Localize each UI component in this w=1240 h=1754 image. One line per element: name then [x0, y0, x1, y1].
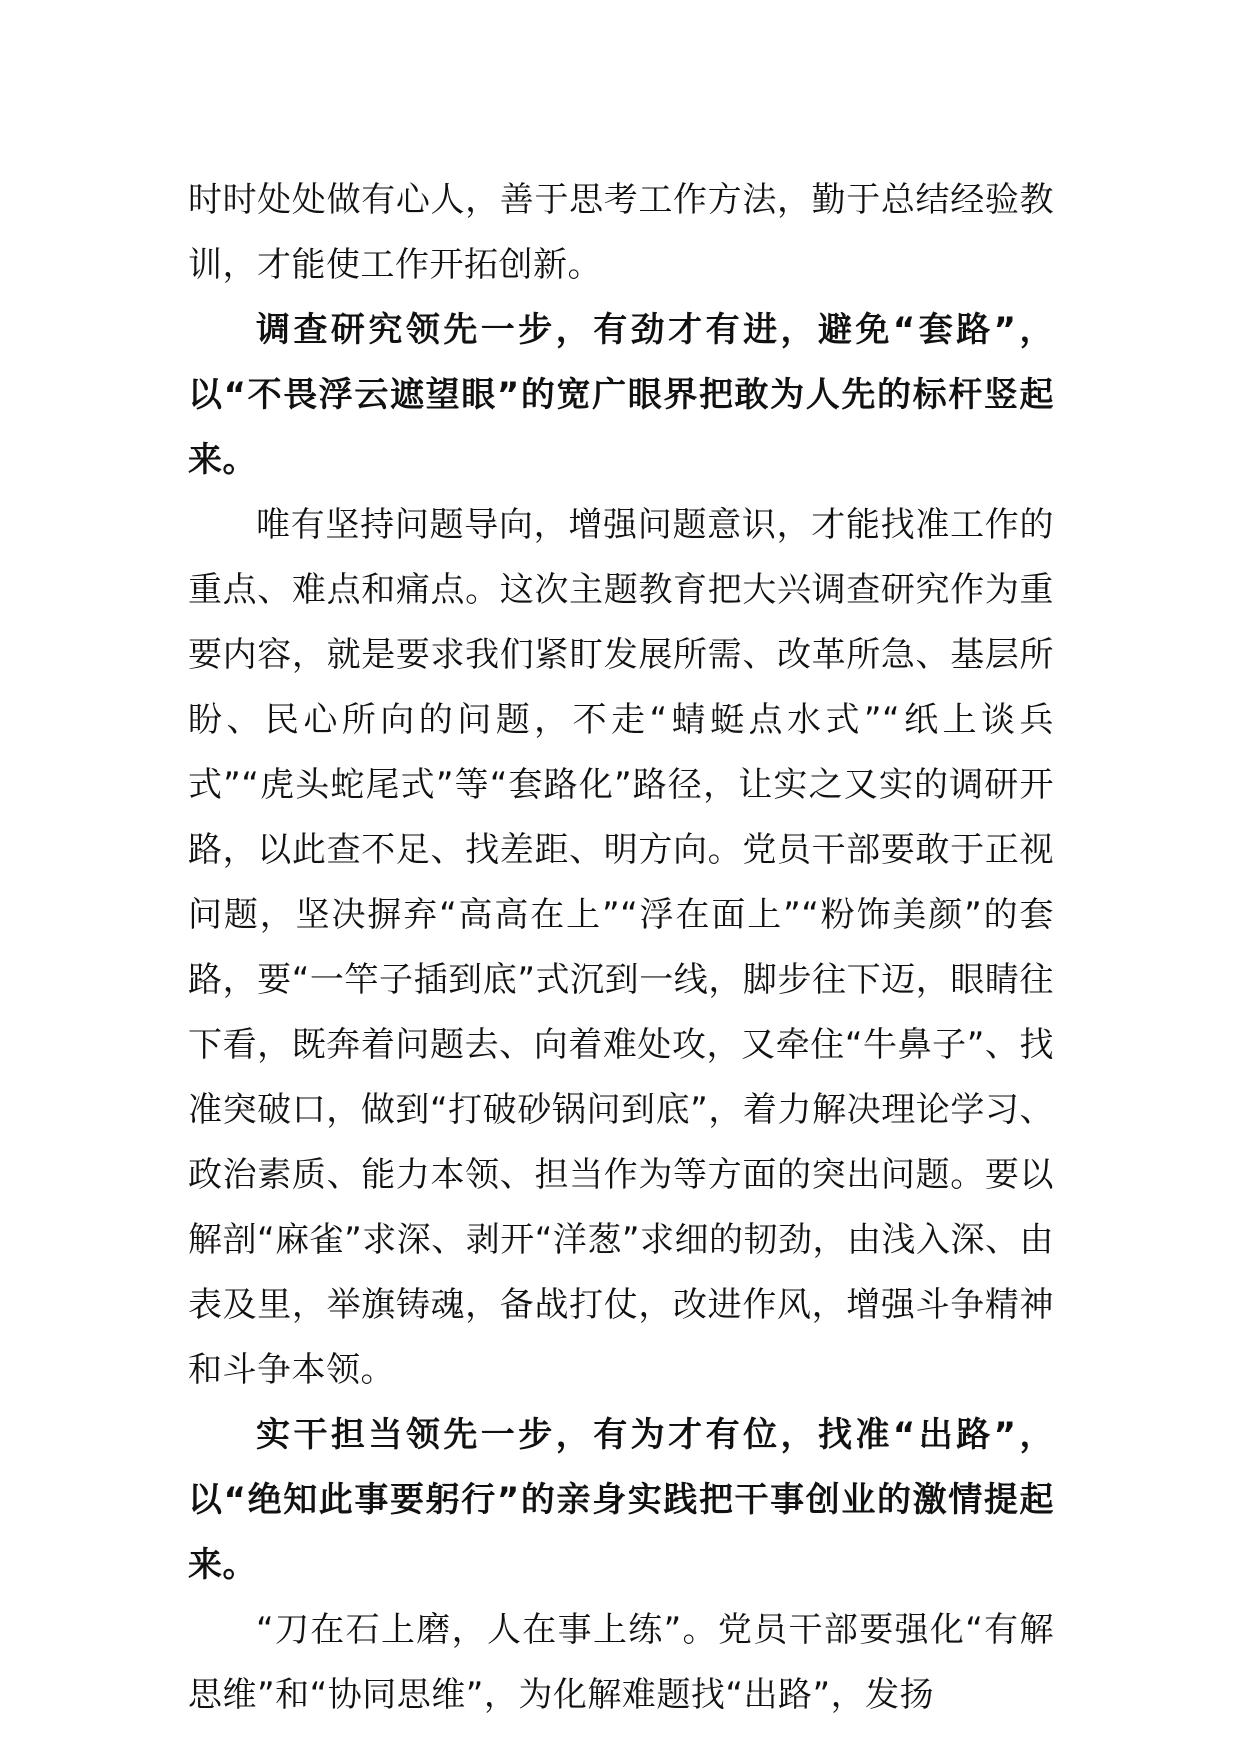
paragraph-5: “刀在石上磨，人在事上练”。党员干部要强化“有解思维”和“协同思维”，为化解难题找“出路”，发扬	[188, 1610, 1054, 1715]
paragraph-1: 时时处处做有心人，善于思考工作方法，勤于总结经验教训，才能使工作开拓创新。	[188, 180, 1054, 285]
document-page	[188, 168, 1054, 1728]
paragraph-3: 唯有坚持问题导向，增强问题意识，才能找准工作的重点、难点和痛点。这次主题教育把大兴调查研究作为重要内容，就是要求我们紧盯发展所需、改革所急、基层所盼、民心所向的问题，不走“蜻蜓点水式”“纸上谈兵式”“虎头蛇尾式”等“套路化”路径，让实之又实的调研开路，以此查不足、找差距、明方向。党员干部要敢于正视问题，坚决摒弃“高高在上”“浮在面上”“粉饰美颜”的套路，要“一竿子插到底”式沉到一线，脚步往下迈，眼睛往下看，既奔着问题去、向着难处攻，又牵住“牛鼻子”、找准突破口，做到“打破砂锅问到底”，着力解决理论学习、政治素质、能力本领、担当作为等方面的突出问题。要以解剖“麻雀”求深、剥开“洋葱”求细的韧劲，由浅入深、由表及里，举旗铸魂，备战打仗，改进作风，增强斗争精神和斗争本领。	[188, 505, 1054, 1390]
paragraph-2-heading: 调查研究领先一步，有劲才有进，避免“套路”，以“不畏浮云遮望眼”的宽广眼界把敢为人先的标杆竖起来。	[188, 310, 1054, 480]
paragraph-4-heading: 实干担当领先一步，有为才有位，找准“出路”，以“绝知此事要躬行”的亲身实践把干事创业的激情提起来。	[188, 1415, 1054, 1585]
